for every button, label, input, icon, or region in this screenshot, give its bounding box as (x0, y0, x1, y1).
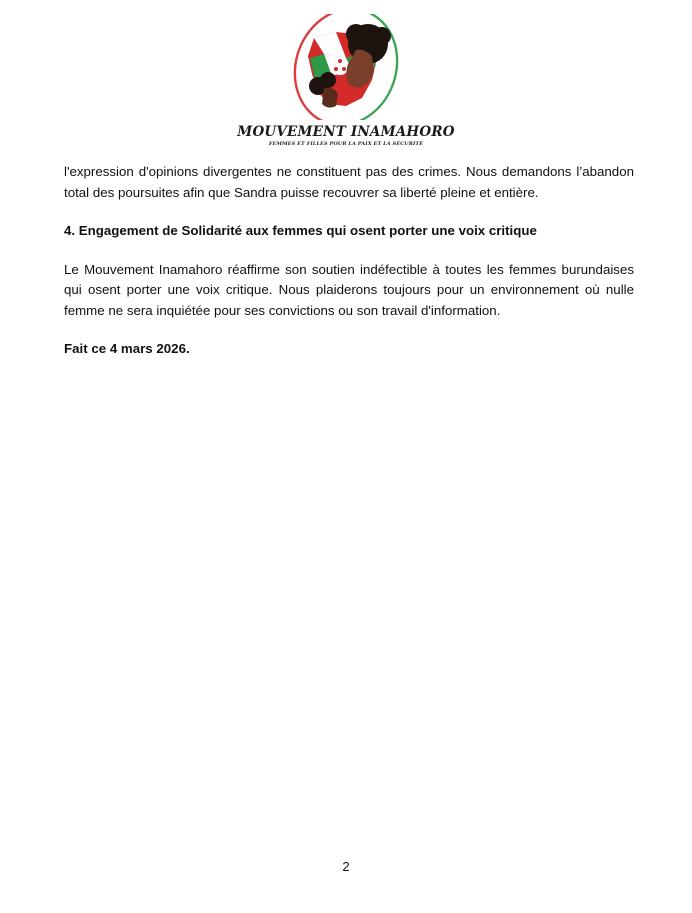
document-body (64, 162, 634, 360)
letterhead (0, 14, 692, 147)
organization-name: MOUVEMENT INAMAHORO (237, 124, 455, 140)
section-4-heading: 4. Engagement de Solidarité aux femmes qui osent porter une voix critique (64, 223, 537, 238)
page-number: 2 (342, 859, 350, 874)
organization-tagline: FEMMES ET FILLES POUR LA PAIX ET LA SÉCURITÉ (268, 141, 424, 147)
continuation-paragraph: l'expression d'opinions divergentes ne constituent pas des crimes. Nous demandons l’abandon total des poursuites afin que Sandra puisse recouvrer sa liberté pleine et entière. (64, 164, 634, 200)
women-silhouette-flag-logo-icon (284, 14, 408, 120)
closing-date: Fait ce 4 mars 2026. (64, 341, 190, 356)
section-4-paragraph: Le Mouvement Inamahoro réaffirme son soutien indéfectible à toutes les femmes burundaises qui osent porter une voix critique. Nous plaiderons toujours pour un environnement où nulle femme ne sera inquiétée pour ses convictions ou son travail d'information. (64, 261, 634, 318)
